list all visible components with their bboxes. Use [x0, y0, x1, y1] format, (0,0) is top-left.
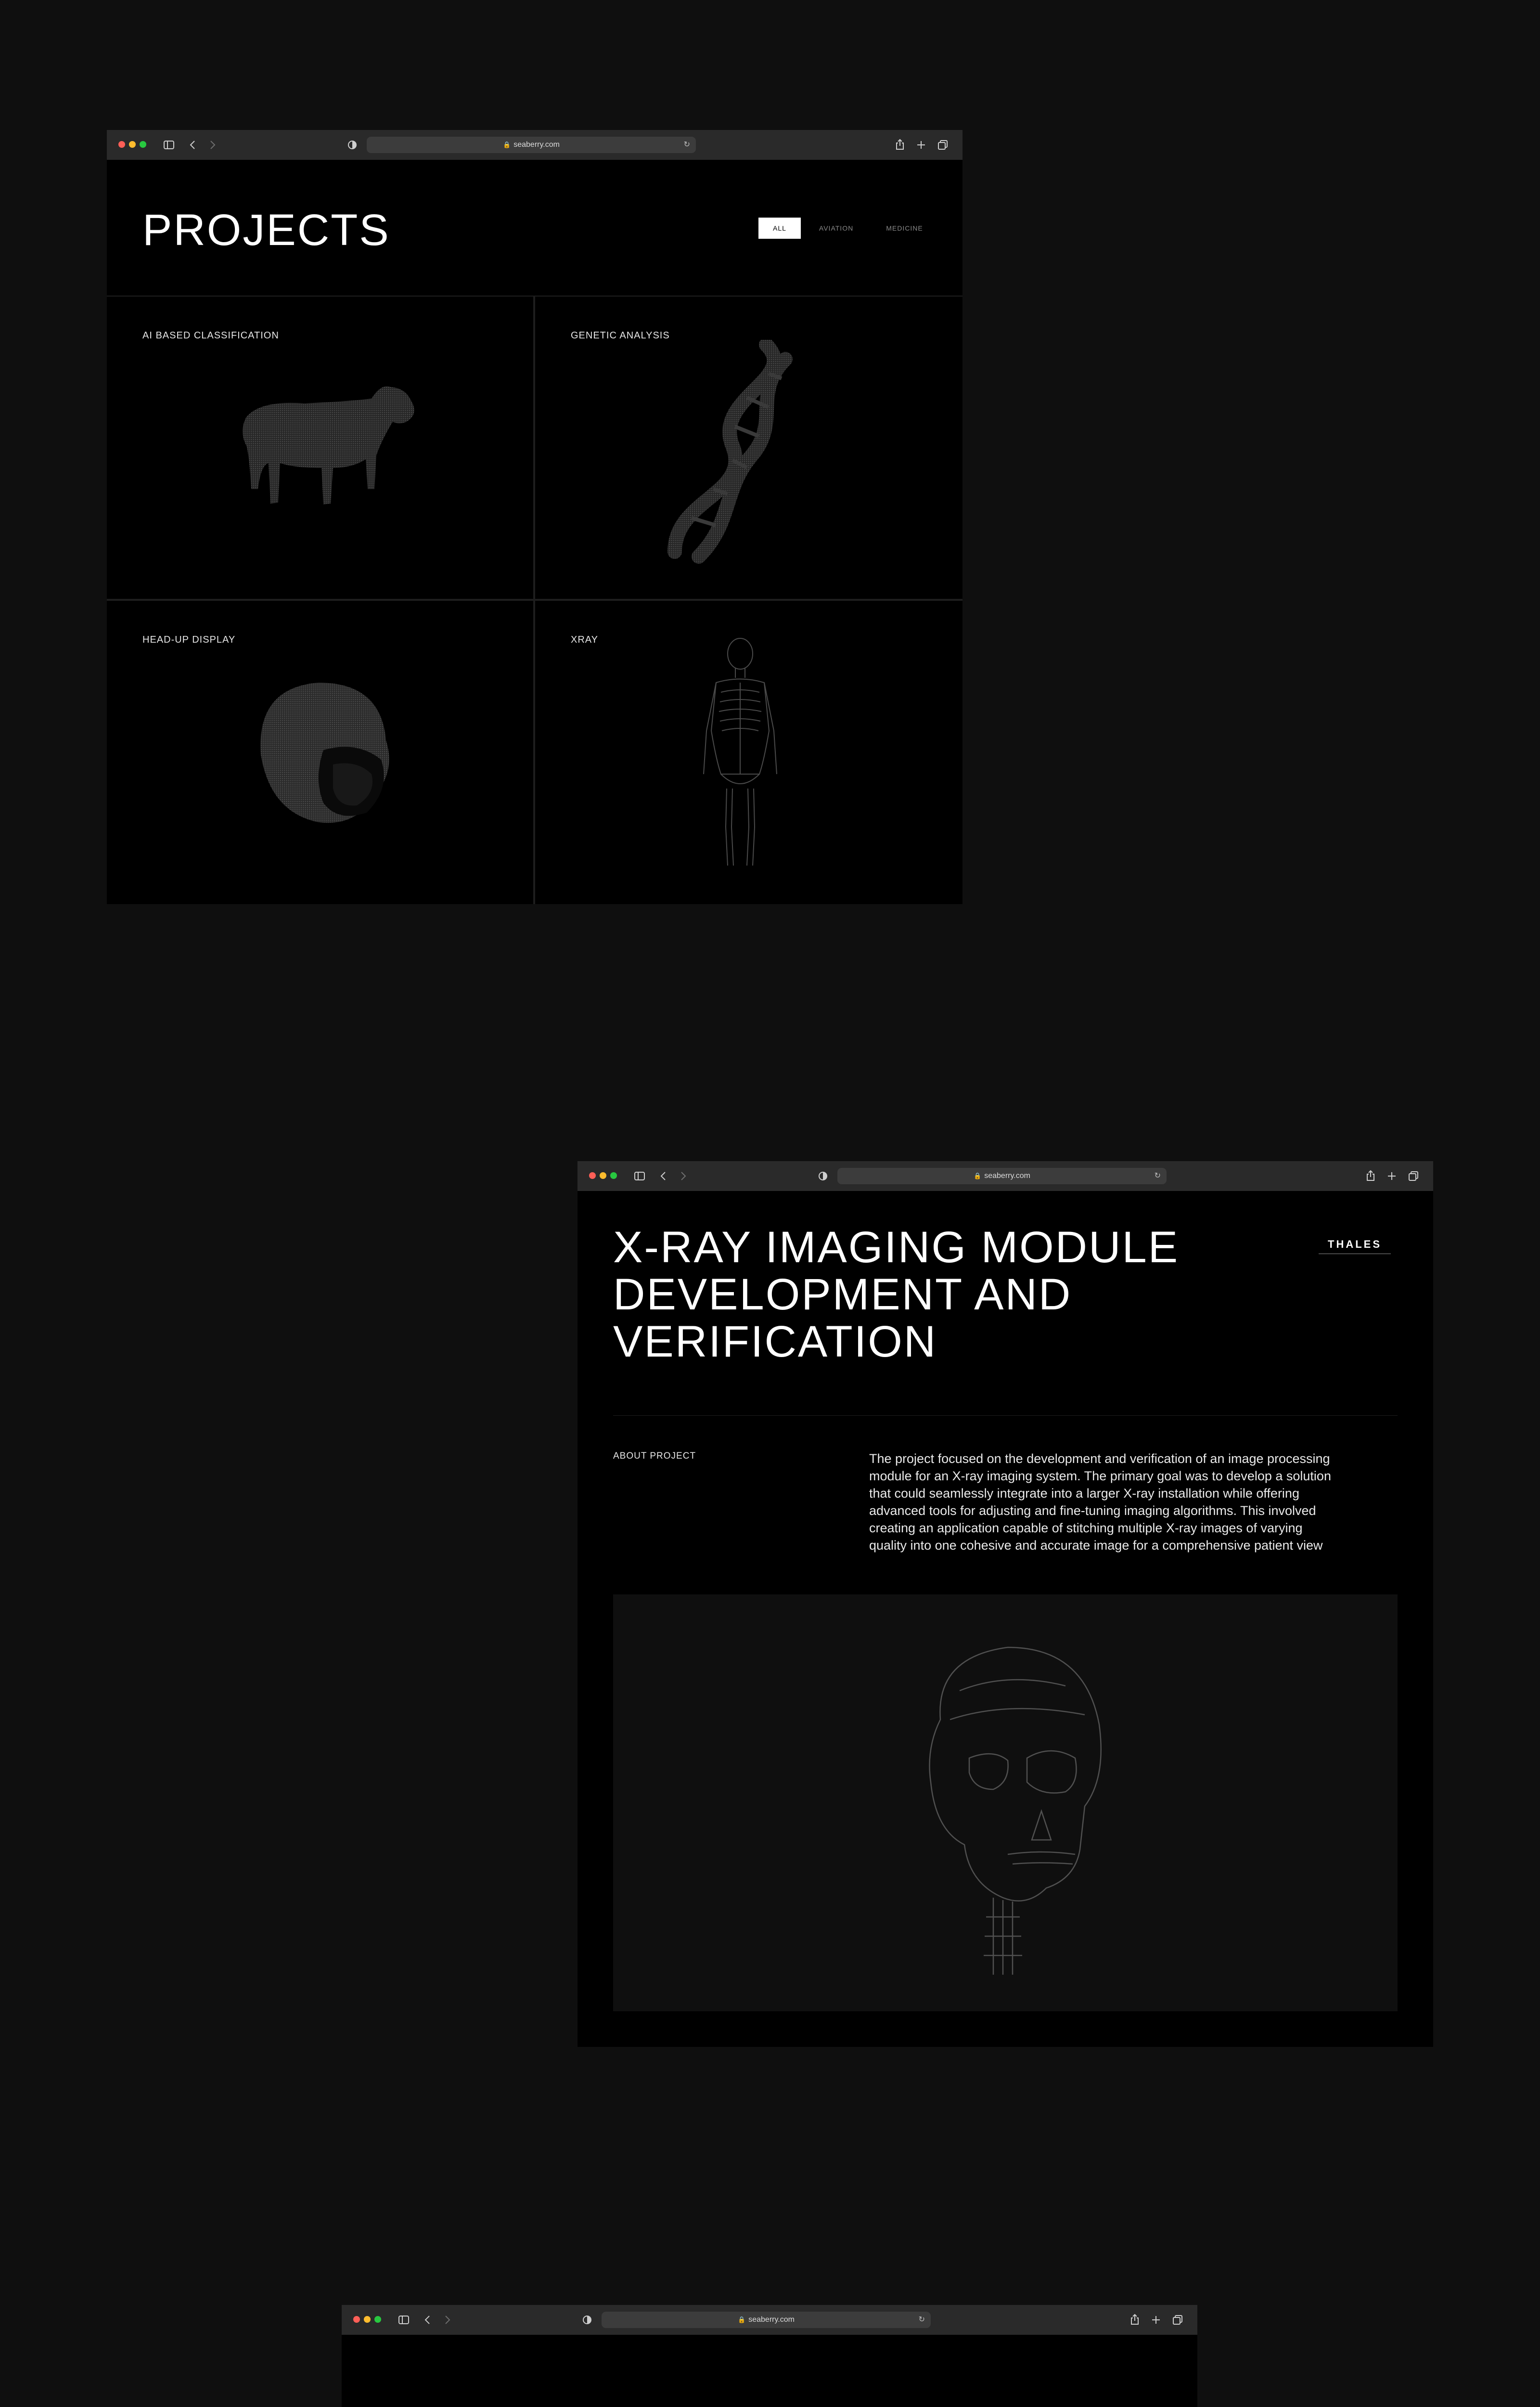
description-line: The project focused on the development and verification of an image processing: [869, 1451, 1330, 1466]
minimize-window-button[interactable]: [364, 2316, 371, 2323]
lock-icon: 🔒: [738, 2316, 746, 2323]
back-arrow-icon[interactable]: [660, 1171, 666, 1181]
browser-toolbar: [342, 2305, 1197, 2335]
browser-toolbar: [578, 1161, 1433, 1191]
browser-window-projects: [107, 130, 962, 904]
zoom-window-button[interactable]: [610, 1172, 617, 1179]
back-arrow-icon[interactable]: [424, 2315, 430, 2325]
tab-overview-icon[interactable]: [1172, 2315, 1183, 2325]
section-divider: [613, 1415, 1398, 1416]
new-tab-icon[interactable]: [1387, 1171, 1397, 1181]
privacy-shield-icon[interactable]: [582, 2315, 592, 2325]
share-icon[interactable]: [895, 139, 905, 150]
url-text: seaberry.com: [513, 141, 560, 149]
forward-arrow-icon[interactable]: [445, 2315, 450, 2325]
address-bar[interactable]: [602, 2312, 931, 2328]
description-line: quality into one cohesive and accurate image for a comprehensive patient view: [869, 1538, 1323, 1553]
description-line: advanced tools for adjusting and fine-tuning imaging algorithms. This involved: [869, 1503, 1316, 1518]
url-text: seaberry.com: [984, 1172, 1030, 1180]
client-logo: THALES: [1319, 1238, 1391, 1256]
project-description: [869, 1450, 1398, 1554]
browser-window-project-detail: [578, 1161, 1433, 2047]
description-line: that could seamlessly integrate into a larger X-ray installation while offering: [869, 1486, 1299, 1501]
description-line: creating an application capable of stitching multiple X-ray images of varying: [869, 1521, 1303, 1535]
skull-icon: [883, 1638, 1114, 1975]
sidebar-toggle-icon[interactable]: [164, 141, 174, 149]
card-title: XRAY: [571, 634, 598, 645]
project-title-line: DEVELOPMENT AND: [613, 1270, 1072, 1319]
card-title: GENETIC ANALYSIS: [571, 330, 670, 341]
card-title: HEAD-UP DISPLAY: [142, 634, 236, 645]
helmet-icon: [242, 668, 424, 841]
project-card-xray[interactable]: [535, 601, 962, 904]
minimize-window-button[interactable]: [600, 1172, 606, 1179]
new-tab-icon[interactable]: [1151, 2315, 1161, 2325]
url-text: seaberry.com: [748, 2316, 795, 2324]
address-bar[interactable]: [367, 137, 696, 153]
skeleton-icon: [692, 634, 788, 870]
filter-aviation[interactable]: AVIATION: [819, 224, 854, 232]
zoom-window-button[interactable]: [374, 2316, 381, 2323]
close-window-button[interactable]: [353, 2316, 360, 2323]
project-card-ai-classification[interactable]: [107, 297, 533, 599]
reload-icon[interactable]: ↻: [918, 2316, 925, 2324]
project-card-head-up-display[interactable]: [107, 601, 533, 904]
share-icon[interactable]: [1366, 1170, 1375, 1181]
project-title-line: X-RAY IMAGING MODULE: [613, 1223, 1180, 1272]
browser-window-404: [342, 2305, 1197, 2407]
lock-icon: 🔒: [503, 141, 511, 148]
project-title: [613, 1224, 1179, 1365]
new-tab-icon[interactable]: [916, 140, 926, 150]
filter-all[interactable]: ALL: [758, 218, 801, 239]
lock-icon: 🔒: [974, 1172, 982, 1179]
project-title-line: VERIFICATION: [613, 1317, 937, 1366]
back-arrow-icon[interactable]: [190, 140, 195, 150]
close-window-button[interactable]: [589, 1172, 596, 1179]
forward-arrow-icon[interactable]: [680, 1171, 686, 1181]
privacy-shield-icon[interactable]: [818, 1171, 828, 1181]
close-window-button[interactable]: [118, 141, 125, 148]
reload-icon[interactable]: ↻: [683, 141, 690, 149]
share-icon[interactable]: [1130, 2314, 1140, 2325]
tab-overview-icon[interactable]: [937, 140, 948, 150]
dna-icon: [655, 340, 819, 571]
filter-medicine[interactable]: MEDICINE: [886, 224, 923, 232]
reload-icon[interactable]: ↻: [1154, 1172, 1161, 1180]
minimize-window-button[interactable]: [129, 141, 136, 148]
forward-arrow-icon[interactable]: [210, 140, 216, 150]
address-bar[interactable]: [837, 1168, 1167, 1184]
filter-tabs: [758, 218, 937, 239]
tab-overview-icon[interactable]: [1408, 1171, 1419, 1181]
description-line: module for an X-ray imaging system. The primary goal was to develop a solution: [869, 1469, 1331, 1483]
zoom-window-button[interactable]: [140, 141, 146, 148]
privacy-shield-icon[interactable]: [347, 140, 357, 150]
page-title: PROJECTS: [142, 206, 390, 255]
project-image-panel: [613, 1594, 1398, 2011]
sidebar-toggle-icon[interactable]: [634, 1172, 645, 1180]
project-card-genetic-analysis[interactable]: [535, 297, 962, 599]
browser-toolbar: [107, 130, 962, 160]
cow-icon: [232, 374, 424, 556]
sidebar-toggle-icon[interactable]: [398, 2316, 409, 2324]
card-title: AI BASED CLASSIFICATION: [142, 330, 279, 341]
section-label: ABOUT PROJECT: [613, 1451, 696, 1461]
